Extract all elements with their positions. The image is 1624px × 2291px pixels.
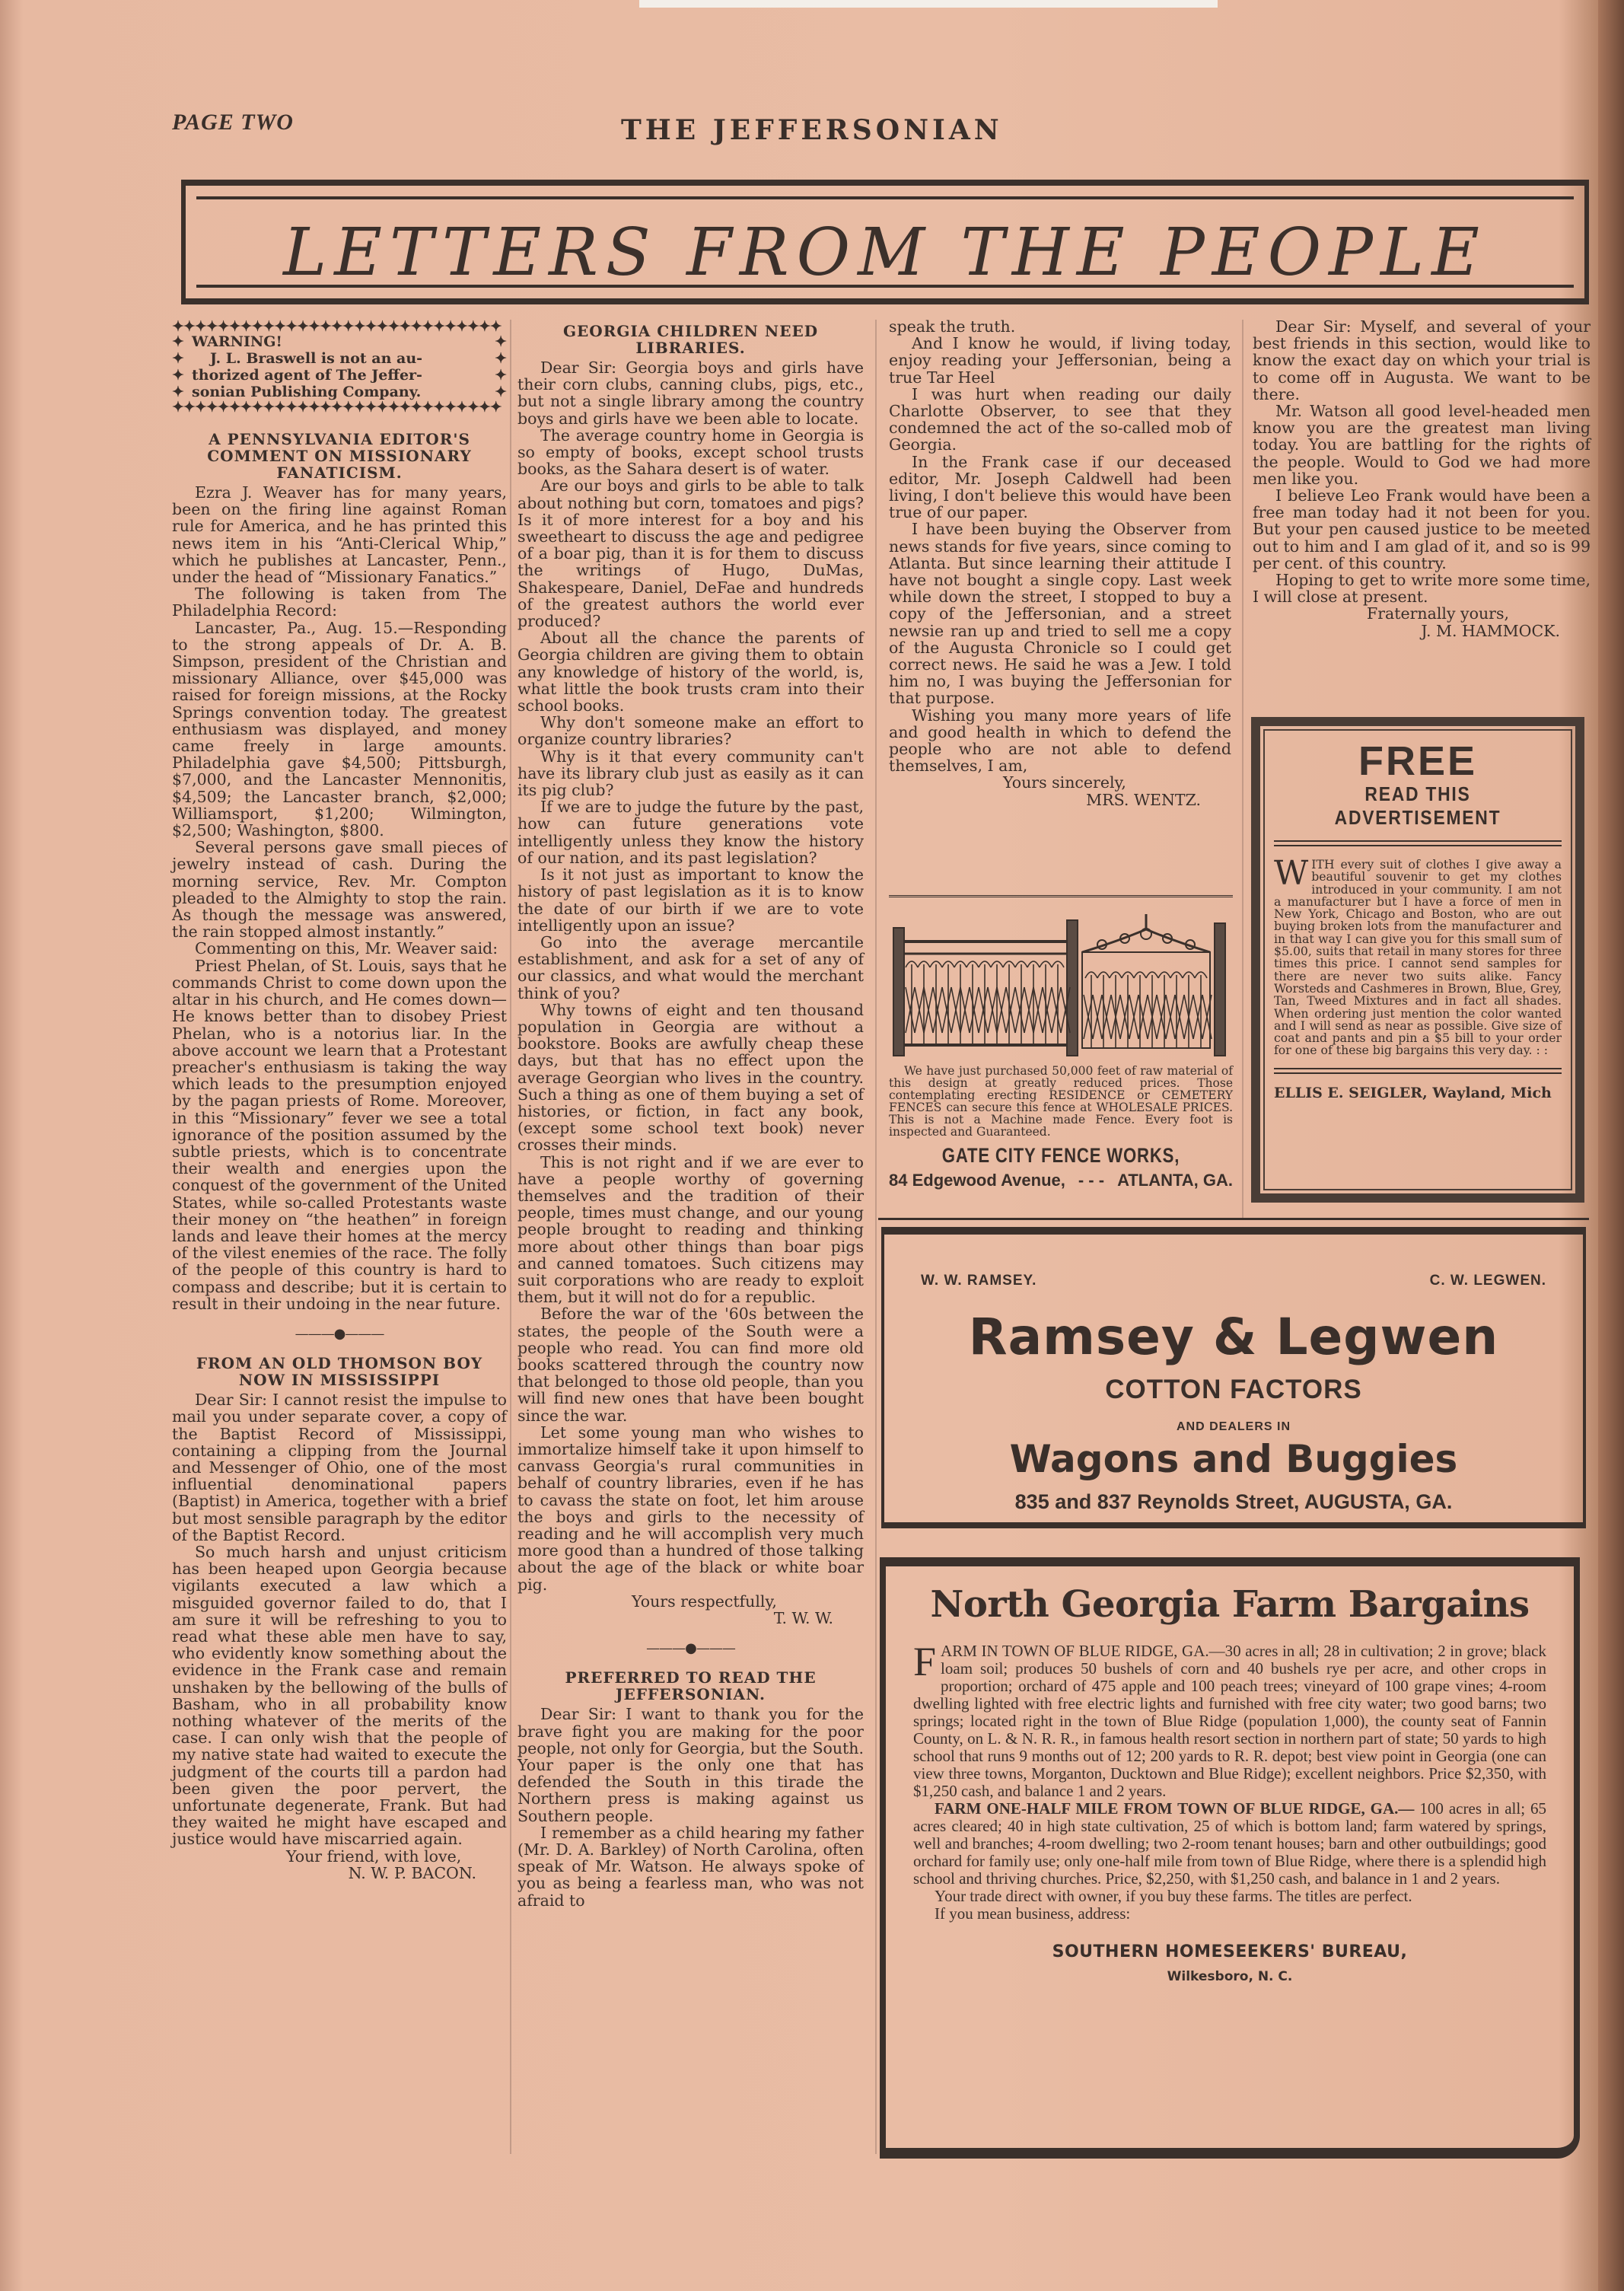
ramsey-legwen-ad: [881, 1227, 1586, 1528]
article-paragraph: I was hurt when reading our daily Charlotte Observer, to see that they condemned the act of the so-called mob of Georgia.: [889, 384, 1231, 454]
warning-text: thorized agent of The Jeffer-: [192, 367, 422, 384]
fence-works-ad: [889, 895, 1233, 1207]
farm-bargains-ad: [880, 1557, 1580, 2159]
paper-title: THE JEFFERSONIAN: [621, 114, 1003, 146]
star-icon: ✦: [172, 367, 184, 384]
star-icon: ✦: [172, 350, 184, 367]
fence-lattice: [970, 987, 979, 1033]
scan-edge: [639, 0, 1218, 8]
fence-lattice: [933, 987, 942, 1033]
star-icon: ✦: [172, 384, 184, 400]
fence-lattice: [979, 987, 988, 1033]
article-paragraph: In the Frank case if our deceased editor, Mr. Joseph Caldwell had been living, I don't believe this would have been true of our paper.: [889, 452, 1231, 522]
article-georgia-libraries: [517, 323, 864, 1627]
article-paragraph: This is not right and if we are ever to have a people worthy of governing themselves and the tradition of their people, times must change, and our young people brought to reading and thinking more about other things than boar pigs and canned tomatoes. Such citizens may suit corporations who are ready to exploit them, but it will not do for a republic.: [517, 1152, 864, 1307]
letter-signoff: Yours respectfully,: [632, 1592, 777, 1611]
partner-right: C. W. LEGWEN.: [1429, 1273, 1546, 1289]
article-paragraph: Several persons gave small pieces of jewelry instead of cash. During the morning service, Rev. Mr. Compton pleaded to the Almighty to stop the rain. As though the message was answered, the rain stopped almost instantly.”: [172, 838, 507, 942]
article-thomson-boy: [172, 1355, 507, 1882]
fence-dashes: - - -: [1078, 1171, 1105, 1190]
article-headline: A PENNSYLVANIA EDITOR'S COMMENT ON MISSIONARY FANATICISM.: [207, 430, 472, 482]
fence-city: ATLANTA, GA.: [1117, 1171, 1233, 1190]
letter-signature: N. W. P. BACON.: [348, 1863, 476, 1882]
column-2: [517, 318, 864, 1909]
letter-signoff: Yours sincerely,: [1003, 773, 1126, 792]
letter-signature: MRS. WENTZ.: [1086, 790, 1201, 809]
star-border-icon: ✦✦✦✦✦✦✦✦✦✦✦✦✦✦✦✦✦✦✦✦✦✦✦✦✦✦✦✦✦: [172, 320, 502, 333]
fence-lattice: [915, 987, 924, 1033]
article-paragraph: I believe Leo Frank would have been a free man today had it not been for you. But your pen caused justice to be meeted out to him and I am glad of it, and so is 99 per cent. of this country.: [1253, 486, 1591, 572]
fence-lattice: [1006, 987, 1015, 1033]
column-3: [889, 318, 1231, 808]
section-title: LETTERS FROM THE PEOPLE: [283, 215, 1487, 291]
star-icon: ✦: [495, 367, 507, 384]
article-paragraph: Dear Sir: Myself, and several of your best friends in this section, would like to know the exact day on which your trial is to come off in Augusta. We want to be there.: [1253, 317, 1591, 403]
ramsey-trade: COTTON FACTORS: [1105, 1375, 1362, 1404]
star-icon: ✦: [495, 333, 507, 350]
article-paragraph: Before the war of the '60s between the states, the people of the South were a people who read. You can find more old books scattered through the country now that belonged to those old people, than you will find new ones that have been bought since the war.: [517, 1305, 864, 1425]
warning-text: sonian Publishing Company.: [192, 384, 422, 400]
farm-bureau-name: SOUTHERN HOMESEEKERS' BUREAU,: [1052, 1942, 1408, 1961]
article-paragraph: Ezra J. Weaver has for many years, been on the firing line against Roman rule for America, and he has printed this news item in his “Anti-Clerical Whip,” which he publishes at Lancaster, Penn., under the head of “Missionary Fanatics.”: [172, 483, 507, 587]
column-rule: [1242, 320, 1243, 1218]
article-paragraph: Commenting on this, Mr. Weaver said:: [195, 939, 498, 958]
farm-ad-title: North Georgia Farm Bargains: [930, 1583, 1530, 1626]
fence-lattice: [997, 987, 1006, 1033]
farm-ad-body: [913, 1639, 1547, 1923]
article-paragraph: Are our boys and girls to be able to talk about nothing but corn, tomatoes and pigs? Is it of more interest for a boy and his sweetheart to discuss the age and pedigree of a boar pig, than it is for them to discuss the writings of Hugo, DuMas, Shakespeare, Daniel, DeFae and hundreds of the greatest authors the world ever produced?: [517, 476, 864, 631]
article-paragraph: Dear Sir: Georgia boys and girls have their corn clubs, canning clubs, pigs, etc., but not a single library among the country boys and girls have we been able to locate.: [517, 358, 864, 428]
article-paragraph: The average country home in Georgia is so empty of books, except school trusts books, as the Sahara desert is of water.: [517, 425, 864, 479]
drop-cap: W: [1274, 854, 1309, 893]
fence-lattice: [1093, 995, 1102, 1039]
fence-lattice: [1129, 995, 1138, 1039]
article-paragraph: Let some young man who wishes to immortalize himself take it upon himself to canvass Georgia's rural communities in behalf of country libraries, even if he has to cavass the state on foot, let him arouse the boys and girls to the necessity of reading and he will accomplish very much more good than a hundred of those talking about the age of the black or white boar pig.: [517, 1423, 864, 1594]
farm-trade-note: Your trade direct with owner, if you buy these farms. The titles are perfect.: [935, 1887, 1412, 1905]
ramsey-firm-name: Ramsey & Legwen: [968, 1308, 1499, 1366]
binding-spine: [1598, 0, 1624, 2291]
article-paragraph: And I know he would, if living today, enjoy reading your Jeffersonian, being a true Tar Heel: [889, 334, 1231, 387]
article-paragraph: Dear Sir: I want to thank you for the brave fight you are making for the poor people, not only for Georgia, but the South. Your paper is the only one that has defended the South in this tirade the Northern press is making against us Southern people.: [517, 1705, 864, 1825]
letter-signoff: Fraternally yours,: [1367, 604, 1510, 623]
farm-listing-2-heading: FARM ONE-HALF MILE FROM TOWN OF BLUE RIDGE, GA.—: [935, 1799, 1415, 1818]
free-suit-ad: [1251, 717, 1584, 1203]
article-paragraph: The following is taken from The Philadelphia Record:: [172, 585, 507, 620]
fence-lattice: [988, 987, 997, 1033]
fence-lattice: [960, 987, 970, 1033]
ad-rule: [1274, 1068, 1562, 1074]
article-headline: GEORGIA CHILDREN NEED LIBRARIES.: [562, 322, 819, 357]
article-continuation: speak the truth.: [889, 317, 1016, 336]
article-paragraph: About all the chance the parents of Georgia children are giving them to obtain any knowledge of history of the world, is, what little the book trusts cram into their school books.: [517, 629, 864, 715]
ramsey-address: 835 and 837 Reynolds Street, AUGUSTA, GA.: [1014, 1490, 1453, 1513]
article-paragraph: Why is it that every community can't have its library club just as easily as it can its pig club?: [517, 747, 864, 800]
article-paragraph: Lancaster, Pa., Aug. 15.—Responding to the strong appeals of Dr. A. B. Simpson, president of the Christian and missionary Alliance, over $45,000 was raised for foreign missions, at the Rocky Springs convention today. The greatest enthusiasm was displayed, and money came freely in large amounts. Philadelphia gave $4,500; Pittsburgh, $7,000, and the Lancaster Mennonitis, $4,509; the Lancaster branch, $2,000; Williamsport, $1,200; Wilmington, $2,500; Washington, $800.: [172, 618, 507, 840]
warning-text: J. L. Braswell is not an au-: [210, 350, 423, 367]
column-rule: [875, 320, 877, 2154]
running-head: [172, 107, 1587, 152]
article-paragraph: Go into the average mercantile establishment, and ask for a set of any of our classics, and what would the merchant think of you?: [517, 932, 864, 1002]
fence-street: 84 Edgewood Avenue,: [889, 1171, 1065, 1190]
farm-listing-1-text: ARM IN TOWN OF BLUE RIDGE, GA.—30 acres in all; 28 in cultivation; 2 in grove; black loam soil; produces 50 bushels of corn and 40 bushels rye per acre, and other crops in proportion; orchard of 475 apple and 100 peach trees; vineyard of 100 grape vines; 4-room dwelling lighted with free electric lights and furnished with free city water; two good barns; two springs; located right in the town of Blue Ridge (population 1,000), the county seat of Fannin County, on L. & N. R. R., in famous health resort section in northern part of state; 50 yards to high school that runs 9 months out of 12; 200 yards to R. R. depot; best view point in Georgia (one can view three towns, Morganton, Ducktown and Blue Ridge); excellent neighbors. Price $2,350, with $1,250 cash, and balance 1 and 2 years.: [913, 1642, 1546, 1800]
article-paragraph: If we are to judge the future by the past, how can future generations vote intelligently unless they know the history of our nation, and its past legislation?: [517, 798, 864, 867]
farm-address-prompt: If you mean business, address:: [935, 1904, 1131, 1923]
fence-ad-copy: [889, 1065, 1233, 1138]
free-ad-body: [1274, 854, 1562, 1058]
fence-lattice: [1052, 987, 1061, 1033]
article-paragraph: So much harsh and unjust criticism has been heaped upon Georgia because vigilants executed a law which a misguided governor failed to do, that I am sure it will be refreshing to you to read what these able men have to say, who evidently know something about the evidence in the Frank case and remain unshaken by the bellowing of the bulls of Basham, who in all probability know nothing whatever of the merits of the case. I can only wish that the people of my native state had waited to execute the judgment of the courts till a pardon had been given the poor pervert, the unfortunate degenerate, Frank. But had they waited he might have escaped and justice would have miscarried again.: [172, 1542, 507, 1849]
farm-listing-1: [913, 1639, 1546, 1800]
fence-bars: [906, 961, 1212, 1048]
article-headline: PREFERRED TO READ THE JEFFERSONIAN.: [565, 1668, 817, 1704]
drop-cap: F: [913, 1639, 937, 1684]
warning-notice: [172, 320, 507, 414]
letter-signoff: Your friend, with love,: [286, 1847, 462, 1866]
article-paragraph: Why don't someone make an effort to organize country libraries?: [517, 713, 864, 749]
ramsey-dealers: AND DEALERS IN: [1176, 1420, 1291, 1433]
article-paragraph: Is it not just as important to know the history of past legislation as it is to know the date of our birth if we are to vote intelligently upon an issue?: [517, 865, 864, 935]
ramsey-goods: Wagons and Buggies: [1009, 1437, 1458, 1481]
farm-listing-2-text: 100 acres in all; 65 acres cleared; 40 in high state cultivation, 25 of which is bottom land; farm watered by springs, well and branches; 4-room dwelling; two 2-room tenant houses; barn and other outbuildings; good orchard for family use; only one-half mile from town of Blue Ridge, where there is a splendid high school and thriving churches. Price, $2,250, with $1,250 cash, and balance in 1 and 2 years.: [913, 1799, 1547, 1888]
ad-rule: [1274, 840, 1562, 846]
fence-lattice: [951, 987, 960, 1033]
fence-lattice: [906, 987, 915, 1033]
star-icon: ✦: [172, 333, 184, 350]
column-4: [1253, 318, 1591, 639]
article-paragraph: I remember as a child hearing my father (Mr. D. A. Barkley) of North Carolina, often speak of Mr. Watson. He always spoke of you as being a fearless man, who was not afraid to: [517, 1823, 864, 1910]
star-icon: ✦: [495, 384, 507, 400]
fence-ad-text: We have just purchased 50,000 feet of raw material of this design at greatly reduced prices. Those contemplating erecting RESIDENCE or CEMETERY FENCES can secure this fence at WHOLESALE PRICES. This is not a Machine made Fence. Every foot is inspected and Guaranteed.: [889, 1064, 1233, 1139]
fence-lattice: [1166, 995, 1175, 1039]
letter-signature: J. M. HAMMOCK.: [1421, 621, 1560, 640]
article-paragraph: Wishing you many more years of life and good health in which to defend the people who are not able to defend themselves, I am,: [889, 706, 1231, 776]
article-headline: FROM AN OLD THOMSON BOY NOW IN MISSISSIPPI: [196, 1354, 483, 1390]
section-banner: [181, 180, 1589, 304]
ramsey-partners: [921, 1273, 1546, 1289]
dot-separator-icon: ———●———: [295, 1325, 384, 1342]
farm-listing-2: [913, 1800, 1546, 1888]
partner-left: W. W. RAMSEY.: [921, 1273, 1037, 1289]
fence-address: [889, 1171, 1233, 1190]
fence-company-name: GATE CITY FENCE WORKS,: [941, 1144, 1180, 1167]
free-headline: FREE: [1358, 738, 1478, 784]
column-1: [172, 318, 507, 1882]
article-preferred-jeffersonian: [517, 1669, 864, 1908]
fence-lattice: [1043, 987, 1052, 1033]
article-paragraph: Hoping to get to write more some time, I will close at present.: [1253, 571, 1591, 607]
free-ad-text: ITH every suit of clothes I give away a beautiful souvenir to get my clothes introduced in your community. I am not a manufacturer but I have a force of men in New York, Chicago and Boston, who are out buying broken lots from the manufacturer and in that way I can give you for this small sum of $5.00, suits that retail in many stores for three times this price. I cannot send samples for there are never two suits alike. Fancy Worsteds and Cashmeres in Brown, Blue, Grey, Tan, Tweed Mixtures and in fact all shades. When ordering just mention the color wanted and I will send as near as possible. Give size of coat and pants and pin a $5 bill to your order for one of these big bargains this very day. : :: [1274, 857, 1562, 1058]
star-icon: ✦: [495, 350, 507, 367]
warning-title: WARNING!: [192, 333, 282, 350]
dot-separator-icon: ———●———: [646, 1640, 735, 1657]
article-paragraph: Dear Sir: I cannot resist the impulse to mail you under separate cover, a copy of the Baptist Record of Mississippi, containing a clipping from the Journal and Messenger of Ohio, one of the most influential denominational papers (Baptist) in America, together with a brief but most sensible paragraph by the editor of the Baptist Record.: [172, 1391, 507, 1544]
article-pennsylvania-editor: [172, 431, 507, 1312]
fence-lattice: [942, 987, 951, 1033]
page-label: PAGE TWO: [172, 110, 294, 135]
fence-lattice: [1015, 987, 1024, 1033]
article-paragraph: Why towns of eight and ten thousand population in Georgia are without a bookstore. Books are awfully cheap these days, but that has no effect upon the average Georgian who lives in the country. Such a thing as one of them buying a set of histories, or fiction, in fact any book, (except some school text book) never crosses their minds.: [517, 1000, 864, 1155]
free-subheadline: READ THIS ADVERTISEMENT: [1334, 782, 1501, 829]
fence-lattice: [1024, 987, 1033, 1033]
iron-fence-illustration-icon: [889, 911, 1233, 1060]
ad-rule: [889, 895, 1233, 900]
letter-signature: T. W. W.: [773, 1609, 833, 1628]
farm-bureau-city: Wilkesboro, N. C.: [1167, 1969, 1293, 1984]
free-ad-signature: ELLIS E. SEIGLER, Wayland, Mich: [1274, 1084, 1552, 1101]
article-paragraph: Priest Phelan, of St. Louis, says that he commands Christ to come down upon the altar in his church, and He comes down—He knows better than to disobey Priest Phelan, who is a notorius liar. In the above account we learn that a Protestant preacher's enthusiasm is taking the way which leads to the presumption enjoyed by the pagan priests of Rome. Moreover, in this “Missionary” fever we see a total ignorance of the position assumed by the subtle priests, which is to concentrate their wealth and energies upon the conquest of the government of the United States, while so-called Protestants waste their money on “the heathen” in foreign lands and leave their homes at the mercy of the vilest enemies of the race. The folly of the people of this country is hard to compass and describe; but it is certain to result in their undoing in the near future.: [172, 956, 507, 1313]
fence-lattice: [1033, 987, 1043, 1033]
article-paragraph: Mr. Watson all good level-headed men know you are the greatest man living today. You are battling for the rights of the people. Would to God we had more men like you.: [1253, 402, 1591, 488]
column-rule: [510, 320, 511, 2154]
fence-lattice: [924, 987, 933, 1033]
star-border-icon: ✦✦✦✦✦✦✦✦✦✦✦✦✦✦✦✦✦✦✦✦✦✦✦✦✦✦✦✦✦: [172, 400, 502, 414]
article-paragraph: I have been buying the Observer from news stands for five years, since coming to Atlanta. But since learning their attitude I have not bought a single copy. Last week while down the street, I stopped to buy a copy of the Jeffersonian, and a street newsie ran up and tried to sell me a copy of the Augusta Chronicle so I could get correct news. He said he was a Jew. I told him no, I was buying the Jeffersonian for that purpose.: [889, 520, 1231, 708]
